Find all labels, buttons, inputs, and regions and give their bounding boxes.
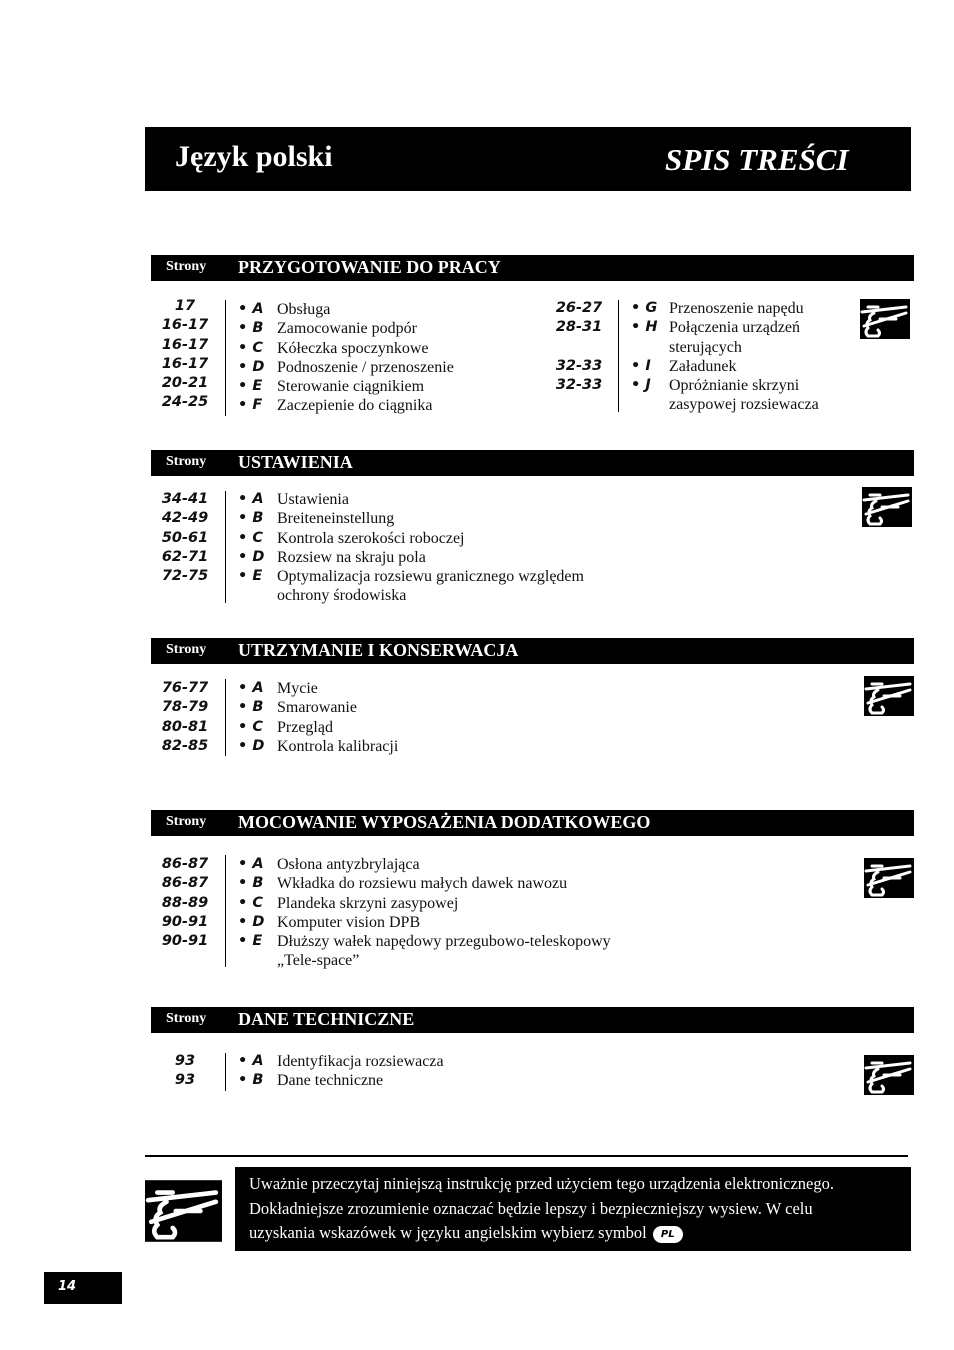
section-header-accessories: [151, 810, 914, 836]
item-letter: • B: [238, 510, 264, 527]
page-ref[interactable]: 82-85: [161, 737, 209, 754]
item-list-right: [669, 299, 819, 415]
page-ref[interactable]: 90-91: [161, 913, 209, 930]
divider-line: [225, 855, 226, 967]
section-header-maintenance: [151, 638, 914, 664]
item-letter: • G: [631, 300, 658, 316]
toc-item[interactable]: Smarowanie: [277, 699, 357, 717]
divider-line: [225, 679, 226, 756]
section-pages: [150, 490, 220, 606]
page-ref[interactable]: 78-79: [161, 699, 209, 716]
item-letter: [238, 586, 264, 605]
toc-item[interactable]: zasypowej rozsiewacza: [669, 396, 819, 414]
notice-line: Dokładniejsze zrozumienie oznaczać będzie lepszy i bezpieczniejszy wysiew. W celu: [249, 1198, 813, 1218]
toc-item[interactable]: Podnoszenie / przenoszenie: [277, 358, 454, 376]
notice-line: Uważnie przeczytaj niniejszą instrukcję przed użyciem tego urządzenia elektronicznego.: [249, 1174, 835, 1193]
item-letters: [238, 679, 264, 756]
page-ref[interactable]: 32-33: [555, 377, 603, 394]
item-letter: • D: [238, 548, 265, 565]
page-ref[interactable]: 16-17: [161, 317, 209, 334]
toc-item[interactable]: Rozsiew na skraju pola: [277, 548, 426, 566]
item-letter: • A: [238, 491, 264, 507]
toc-item[interactable]: Ustawienia: [277, 491, 349, 508]
page-ref[interactable]: 62-71: [161, 548, 209, 565]
page-ref[interactable]: 50-61: [161, 529, 209, 546]
page-number: 14: [58, 1279, 77, 1294]
item-letters: [238, 1052, 264, 1091]
pages-label: Strony: [166, 454, 207, 469]
section-pages-right: [544, 299, 614, 415]
section-title: PRZYGOTOWANIE DO PRACY: [238, 257, 501, 277]
item-letter: [631, 395, 657, 414]
page-ref[interactable]: 16-17: [161, 355, 209, 372]
item-letter: • B: [238, 699, 264, 716]
toc-item[interactable]: Wkładka do rozsiewu małych dawek nawozu: [277, 875, 568, 893]
toc-item[interactable]: Optymalizacja rozsiewu granicznego względem: [277, 568, 584, 586]
section-pages: [150, 297, 220, 413]
pages-label: Strony: [166, 259, 207, 274]
language-title: Język polski: [175, 140, 333, 173]
page-ref: [544, 395, 614, 414]
item-letter: [631, 338, 657, 357]
toc-item[interactable]: Plandeka skrzyni zasypowej: [277, 894, 459, 912]
toc-item[interactable]: sterujących: [669, 338, 742, 356]
item-letter: • C: [238, 339, 263, 356]
item-letters: [238, 300, 264, 416]
toc-title: SPIS TREŚCI: [665, 142, 849, 177]
toc-item[interactable]: Mycie: [277, 680, 318, 697]
item-letter: [238, 951, 264, 970]
manual-hand-icon: [860, 299, 910, 339]
item-letter: • D: [238, 913, 265, 930]
toc-item[interactable]: Przegląd: [277, 718, 333, 736]
page-ref[interactable]: 76-77: [161, 680, 209, 696]
item-letter: • C: [238, 529, 263, 546]
item-letter: • E: [238, 933, 263, 950]
page-ref: [150, 586, 220, 605]
divider-line: [225, 491, 226, 603]
item-list: [277, 679, 398, 756]
item-letter: • B: [238, 875, 264, 892]
item-letter: • F: [238, 397, 263, 414]
toc-item[interactable]: Breiteneinstellung: [277, 510, 395, 528]
toc-item[interactable]: Dłuższy wałek napędowy przegubowo-teleskopowy: [277, 933, 611, 951]
divider-line: [225, 300, 226, 416]
section-title: USTAWIENIA: [238, 452, 353, 472]
toc-item[interactable]: Sterowanie ciągnikiem: [277, 378, 425, 396]
page-ref[interactable]: 86-87: [161, 856, 209, 872]
manual-hand-icon: [864, 858, 914, 898]
page-ref[interactable]: 88-89: [161, 894, 209, 911]
item-letter: • A: [238, 1053, 264, 1069]
divider-line: [225, 1053, 226, 1091]
section-pages: [150, 1052, 220, 1091]
item-letter: • H: [631, 319, 658, 336]
section-header-preparation: [151, 255, 914, 281]
item-letters: [238, 490, 264, 606]
item-letter: • B: [238, 1072, 264, 1089]
item-letter: • B: [238, 320, 264, 337]
pl-language-badge[interactable]: PL: [653, 1226, 683, 1243]
toc-item[interactable]: Identyfikacja rozsiewacza: [277, 1053, 444, 1070]
title-banner: [145, 127, 911, 191]
page-number-tab: [44, 1272, 122, 1304]
toc-item[interactable]: Zaczepienie do ciągnika: [277, 397, 433, 415]
manual-hand-icon: [862, 487, 912, 527]
item-letter: • C: [238, 718, 263, 735]
notice-box: [235, 1167, 911, 1251]
toc-item[interactable]: Opróżnianie skrzyni: [669, 377, 800, 395]
pages-label: Strony: [166, 642, 207, 657]
page-ref[interactable]: 86-87: [161, 875, 209, 892]
page-ref: [150, 951, 220, 970]
page-ref[interactable]: 16-17: [161, 336, 209, 353]
item-list: [277, 1052, 444, 1091]
toc-item[interactable]: ochrony środowiska: [277, 587, 407, 605]
toc-item[interactable]: Kontrola szerokości roboczej: [277, 529, 465, 547]
toc-item[interactable]: Załadunek: [669, 357, 737, 375]
page-ref[interactable]: 26-27: [555, 300, 603, 316]
item-letter: • A: [238, 680, 264, 696]
pages-label: Strony: [166, 1011, 207, 1026]
section-header-technical-data: [151, 1007, 914, 1033]
notice-line: [249, 1221, 899, 1246]
item-letter: • E: [238, 568, 263, 585]
item-letter: • C: [238, 894, 263, 911]
item-list: [277, 855, 611, 971]
page-ref[interactable]: 90-91: [161, 933, 209, 950]
item-letter: • A: [238, 301, 264, 317]
toc-item[interactable]: Połączenia urządzeń: [669, 319, 801, 337]
page-ref[interactable]: 32-33: [555, 357, 603, 374]
page-ref[interactable]: 24-25: [161, 394, 209, 411]
toc-item[interactable]: Kontrola kalibracji: [277, 737, 399, 755]
section-title: DANE TECHNICZNE: [238, 1009, 415, 1029]
item-letter: • J: [631, 377, 651, 394]
page-ref[interactable]: 93: [174, 1072, 196, 1089]
manual-hand-icon: [864, 1055, 914, 1095]
section-pages: [150, 679, 220, 756]
toc-item[interactable]: Dane techniczne: [277, 1072, 384, 1090]
page-ref: [544, 338, 614, 357]
page-ref[interactable]: 93: [174, 1053, 196, 1069]
page-ref[interactable]: 72-75: [161, 568, 209, 585]
item-letter: • I: [631, 357, 651, 374]
toc-item[interactable]: „Tele-space”: [277, 952, 360, 970]
item-letter: • D: [238, 358, 265, 375]
divider-rule: [145, 1155, 908, 1157]
page-ref[interactable]: 17: [174, 298, 196, 314]
toc-item[interactable]: Komputer vision DPB: [277, 913, 421, 931]
toc-item[interactable]: Zamocowanie podpór: [277, 320, 417, 338]
page-ref[interactable]: 42-49: [161, 510, 209, 527]
item-letters: [238, 855, 264, 971]
page-ref[interactable]: 34-41: [161, 491, 209, 507]
page-ref[interactable]: 80-81: [161, 718, 209, 735]
item-letters-right: [631, 299, 657, 415]
section-pages: [150, 855, 220, 971]
toc-item[interactable]: Osłona antyzbrylająca: [277, 856, 420, 873]
item-letter: • A: [238, 856, 264, 872]
page-ref[interactable]: 20-21: [161, 375, 209, 392]
divider-line: [618, 300, 619, 412]
section-title: MOCOWANIE WYPOSAŻENIA DODATKOWEGO: [238, 812, 651, 832]
item-list: [277, 300, 454, 416]
section-title: UTRZYMANIE I KONSERWACJA: [238, 640, 519, 660]
notice-line-text: uzyskania wskazówek w języku angielskim wybierz symbol: [249, 1223, 647, 1242]
manual-hand-icon: [145, 1179, 222, 1243]
toc-item[interactable]: Obsługa: [277, 301, 331, 318]
manual-hand-icon: [864, 676, 914, 716]
toc-item[interactable]: Kółeczka spoczynkowe: [277, 339, 429, 357]
pages-label: Strony: [166, 814, 207, 829]
item-letter: • D: [238, 737, 265, 754]
item-letter: • E: [238, 378, 263, 395]
page-ref[interactable]: 28-31: [555, 319, 603, 336]
section-header-settings: [151, 450, 914, 476]
item-list: [277, 490, 584, 606]
toc-item[interactable]: Przenoszenie napędu: [669, 300, 804, 317]
